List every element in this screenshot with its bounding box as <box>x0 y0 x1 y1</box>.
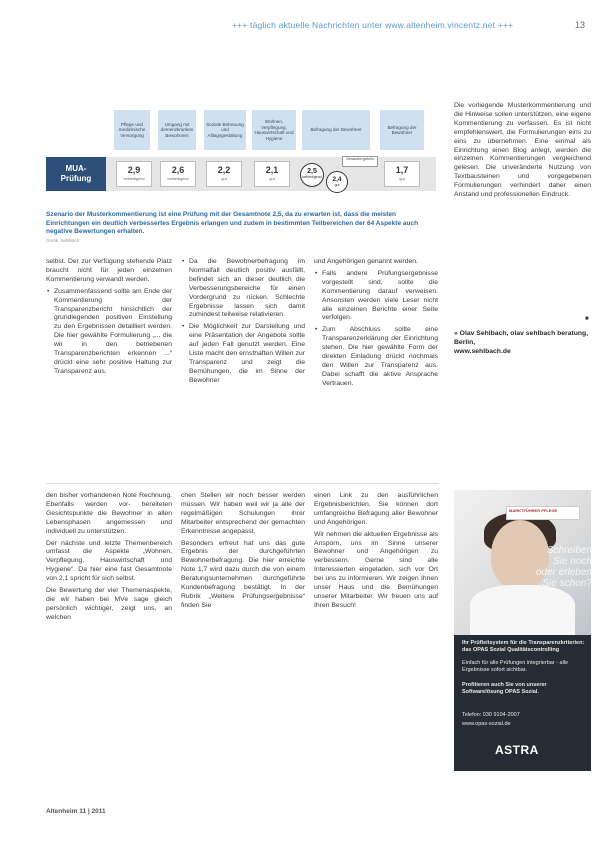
overall-score-circle: 2,4 gut <box>326 171 348 193</box>
paragraph: chen Stellen wir noch besser werden müssen. Wir haben weil wir ja alle der regelmäßigen Schulungen ihrer Mitarbeiter entsprechend der gemachten Erkenntnisse angepasst. <box>181 492 305 535</box>
ad-photo-coat <box>470 585 575 635</box>
header-tagline: +++ täglich aktuelle Nachrichten unter www.altenheim.vincentz.net +++ <box>232 20 514 30</box>
paragraph: Wir nehmen die aktuellen Ergebnisse als Ansporn, uns im Sinne unserer Bewohner und Angehörigen zu verbessern. Gerne sind alle Interessierten eingeladen, sich vor Ort bei uns zu informieren. Wir zeigen Ihnen unser Haus und die Bemühungen unserer Mitarbeiter. Wir freuen uns auf Ihren Besuch! <box>314 530 438 609</box>
paragraph: Die vorliegende Musterkommentierung und die Hinweise sollen unterstützen, eine eigene Kommentierung zu verfassen. Es ist nicht empfehlenswert, die Formulierungen eins zu eins zu übernehmen. Eine einmal als Einrichtung einen Blog anlegt, werden die einzelnen Kommentierungen vergleichend gelesen. Die unveränderte Nutzung von Textbausteinen und vorgegebenen Formulierungen verhindert daher einen Anstand und professionellen Eindruck. <box>454 102 591 199</box>
paragraph: Der nächste und letzte Themenbereich umfasst die Aspekte „Wohnen, Verpflegung, Hauswirtschaft und Hygiene“. Da hier eine fast Gesamtnote von 2,1 spricht für sich selbst. <box>46 539 172 583</box>
list-item: • Zum Abschluss sollte eine Transparenzerklärung der Einrichtung stehen. Die hier gewählte Form der direkten Einladung drückt nochmals den Willen zur Transparenz aus. Dabei schafft die aktive Ansprache Vertrauen. <box>322 326 438 388</box>
ad-text: Einfach für alle Prüfungen integrierbar - alle Ergebnisse sofort sichtbar. <box>462 660 569 673</box>
text-column-1 <box>46 258 172 380</box>
chart-category: Befragung der Bewohner <box>380 110 424 150</box>
chart-category: Soziale Betreuung und Alltagsgestaltung <box>204 110 246 150</box>
ad-brand-logo: ASTRA <box>495 743 539 757</box>
paragraph: einen Link zu den ausführlichen Ergebnisberichten. Sie können dort umfangreiche Befragung aller Bewohner und Angehörigen. <box>314 492 438 526</box>
ad-url[interactable]: www.opas-sozial.de <box>462 721 511 727</box>
list-item: • Falls andere Prüfungsergebnisse vorgestellt sind, sollte die Kommentierung darauf verweisen. Ansonsten werden viele Leser nicht alle einzelnen Berichte einer Seite verfolgen. <box>322 270 438 323</box>
chart-category: Pflege und medizinische Versorgung <box>114 110 150 150</box>
page-header <box>0 0 603 40</box>
ad-headline: Ihr Prüfleitsystem für die Transparenzkriterien: das OPAS Sozial Qualitätscontrolling <box>462 640 585 653</box>
author-name: » Olav Sehlbach, olav sehlbach beratung, Berlin, <box>454 330 589 346</box>
caption-source: Grafik: Sehlbach <box>46 238 80 243</box>
lower-column-3 <box>314 492 438 614</box>
score-cell: 2,6 befriedigend <box>160 161 196 187</box>
ad-slogan: Schreiben Sie noch oder erleben Sie schon? <box>535 545 592 589</box>
list-item: • Zusammenfassend sollte am Ende der Kommentierung der Transparenzbericht hinsichtlich der grundlegenden positiven Einstellung zu den Ergebnissen detailliert werden. Die hier gewählte Formulierung „... die wir in den betriebenen Transparenzberichten erkennen ...“ drückt eine sehr positive Haltung zur Transparenz aus. <box>54 288 172 377</box>
lower-column-2 <box>181 492 305 614</box>
overall-score-circle: 2,5 befriedigend <box>300 163 324 187</box>
paragraph: und Angehörigen genannt werden. <box>314 258 418 265</box>
score-cell: 2,9 befriedigend <box>116 161 152 187</box>
end-mark-icon: ■ <box>585 316 589 322</box>
paragraph: Die Bewertung der vier Themenaspekte, die wir haben bei MVe sage gleich persönlich wichtiger, zeigt uns, an welchen <box>46 587 172 621</box>
chart-caption: Szenario der Musterkommentierung ist eine Prüfung mit der Gesamtnote 2,5, da zu erwarten ist, dass die meisten Einrichtungen ein deutlich verbessertes Ergebnis erlangen und zudem in bestimmten Teilbereichen der 64 Aspekte auch negative Bewertungen erhalten. <box>46 211 419 235</box>
author-info <box>454 330 591 357</box>
page-footer: Altenheim 11 | 2011 <box>46 808 106 815</box>
chart-category: Befragung der Bewohner <box>302 110 370 150</box>
chart-category: Wohnen, Verpflegung, Hauswirtschaft und Hygiene <box>252 110 296 150</box>
page-number: 13 <box>575 20 586 30</box>
paragraph: Besonders erfreut hat uns das gute Ergebnis der durchgeführten Bewohnerbefragung. Die hier erreichte Note 1,7 wird dazu durch die von einem Beratungsunternehmen durchgeführte Kundenbefragung bestätigt. In der Rubrik „Weitere Prüfungsergebnisse“ finden Sie <box>181 539 305 609</box>
row-label: MUA- Prüfung <box>46 157 106 191</box>
text-column-2 <box>181 258 305 389</box>
ad-phone: Telefon: 030 9104-2007 <box>462 712 520 718</box>
author-url[interactable]: www.sehlbach.de <box>454 347 511 355</box>
paragraph: selbst. Der zur Verfügung stehende Platz braucht nicht für jeden einzelnen Kommentierung verwandt werden. <box>46 258 172 283</box>
list-item: • Die Möglichkeit zur Darstellung und eine Präsentation der Angebote sollte auf jeden Fall genutzt werden. Eine Liste macht den ernsthaften Willen zur Transparenz und zeigt die Bemühungen, die im Sinne der Bewohner <box>189 323 305 385</box>
text-column-4 <box>454 102 591 203</box>
paragraph: den bisher vorhandenen Note Rechnung. Ebenfalls werden vor- bereiteten Gesichtspunkte die Bewohner in allen Lebensphasen angemessen und individuell zu unterstützen. <box>46 492 172 535</box>
score-cell: 1,7 gut <box>384 161 420 187</box>
chart-category: Umgang mit demenzkranken Bewohnern <box>158 110 196 150</box>
text-column-3 <box>314 258 438 392</box>
ad-logo: MARKTFÜHRER PFLEGE <box>506 506 580 520</box>
divider <box>46 483 439 484</box>
ad-text: Profitieren auch Sie von unserer Softwarelösung OPAS Sozial. <box>462 682 547 695</box>
list-item: • Da die Bewohnerbefragung im Normalfall deutlich positiv ausfällt, befindet sich an dieser deutlich die Verbesserungsbereiche für einen Vordergrund zu rücken. Schlechte Ergebnisse lassen sich damit zumindest teilweise relativieren. <box>189 258 305 320</box>
chart-callout: Gesamtergebnis <box>342 156 378 167</box>
score-cell: 2,2 gut <box>206 161 242 187</box>
score-cell: 2,1 gut <box>254 161 290 187</box>
lower-column-1 <box>46 492 172 626</box>
